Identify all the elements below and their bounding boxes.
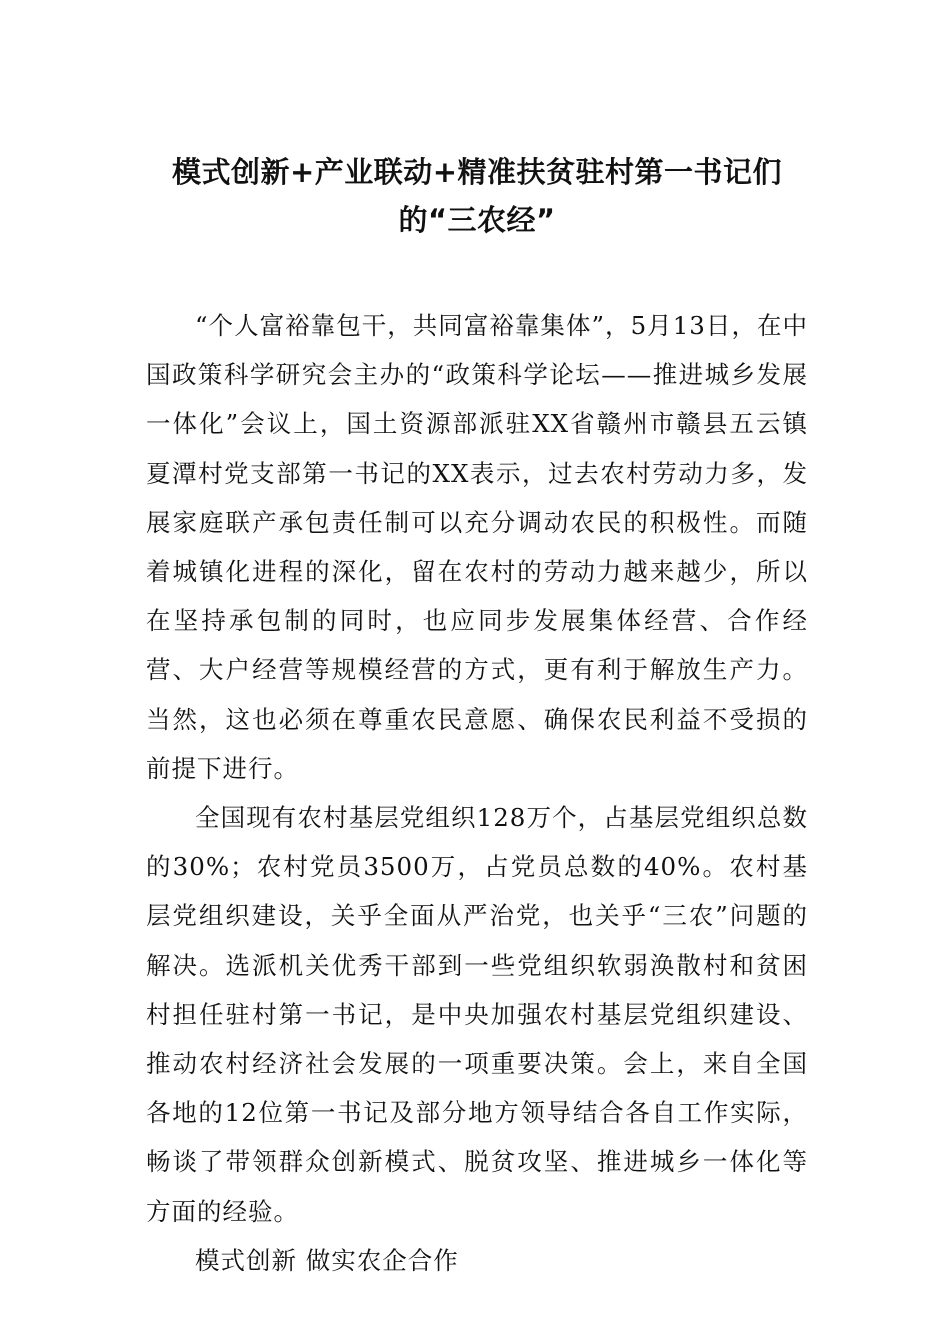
document-title: 模式创新+产业联动+精准扶贫驻村第一书记们的“三农经”	[171, 155, 783, 237]
section-heading: 模式创新 做实农企合作	[195, 1245, 459, 1275]
document-body	[146, 301, 808, 1285]
paragraph-statistics: 全国现有农村基层党组织128万个，占基层党组织总数的30%；农村党员3500万，占党员总数的40%。农村基层党组织建设，关乎全面从严治党，也关乎“三农”问题的解决。选派机关优秀干部到一些党组织软弱涣散村和贫困村担任驻村第一书记，是中央加强农村基层党组织建设、推动农村经济社会发展的一项重要决策。会上，来自全国各地的12位第一书记及部分地方领导结合各自工作实际，畅谈了带领群众创新模式、脱贫攻坚、推进城乡一体化等方面的经验。	[146, 803, 808, 1226]
paragraph-intro: “个人富裕靠包干，共同富裕靠集体”，5月13日，在中国政策科学研究会主办的“政策科学论坛——推进城乡发展一体化”会议上，国土资源部派驻XX省赣州市赣县五云镇夏潭村党支部第一书记的XX表示，过去农村劳动力多，发展家庭联产承包责任制可以充分调动农民的积极性。而随着城镇化进程的深化，留在农村的劳动力越来越少，所以在坚持承包制的同时，也应同步发展集体经营、合作经营、大户经营等规模经营的方式，更有利于解放生产力。当然，这也必须在尊重农民意愿、确保农民利益不受损的前提下进行。	[146, 311, 808, 783]
